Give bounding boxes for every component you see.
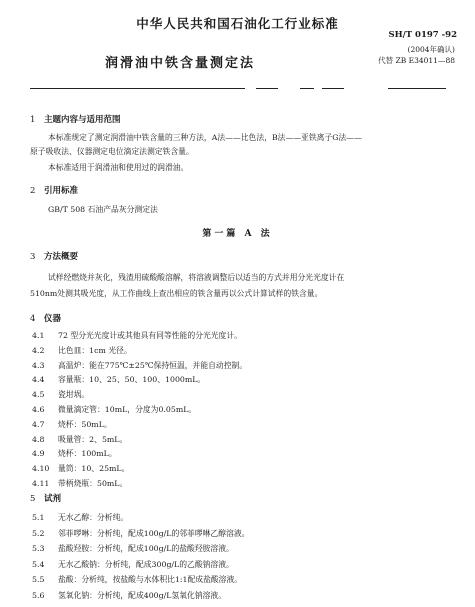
section-title: 试剂 bbox=[44, 494, 62, 504]
item-number: 5.1 bbox=[32, 513, 45, 522]
item-text: 烧杯：50mL。 bbox=[58, 419, 112, 429]
section-heading bbox=[30, 184, 78, 196]
list-item bbox=[32, 574, 242, 585]
section-number: 4 bbox=[30, 314, 36, 324]
replaced-standard: 代替 ZB E34011—88 bbox=[378, 56, 455, 65]
paragraph: 本标准适用于润滑油和使用过的润滑油。 bbox=[48, 163, 189, 172]
item-number: 5.5 bbox=[32, 575, 45, 584]
section-heading bbox=[30, 492, 61, 504]
section-heading bbox=[30, 113, 121, 125]
section-title: 方法概要 bbox=[44, 252, 79, 262]
item-text: 瓷坩埚。 bbox=[58, 390, 90, 400]
item-number: 4.9 bbox=[32, 449, 45, 459]
item-number: 4.7 bbox=[32, 419, 45, 429]
item-text: 容量瓶：10、25、50、100、1000mL。 bbox=[58, 375, 206, 385]
header-rule bbox=[30, 88, 245, 89]
list-item bbox=[32, 404, 196, 415]
organization-title: 中华人民共和国石油化工行业标准 bbox=[136, 16, 339, 31]
item-number: 5.3 bbox=[32, 544, 45, 553]
section-title: 仪器 bbox=[44, 314, 62, 324]
reference-item: GB/T 508 石油产品灰分测定法 bbox=[48, 205, 158, 214]
header-rule bbox=[256, 88, 278, 89]
section-title: 主题内容与适用范围 bbox=[44, 115, 121, 125]
header-rule bbox=[388, 88, 446, 89]
item-text: 比色皿：1cm 光径。 bbox=[58, 345, 132, 355]
list-item bbox=[32, 528, 249, 539]
part-heading: 第一篇 A 法 bbox=[202, 229, 273, 239]
section-number: 2 bbox=[30, 186, 36, 196]
list-item bbox=[32, 434, 127, 445]
item-text: 带柄烧瓶：50mL。 bbox=[58, 479, 128, 488]
list-item bbox=[32, 512, 128, 523]
confirmation-year: (2004年确认) bbox=[407, 45, 455, 54]
standard-code: SH/T 0197 -92 bbox=[388, 30, 457, 40]
item-number: 4.4 bbox=[32, 375, 45, 385]
item-text: 高温炉：能在775℃±25℃保持恒温，并能自动控制。 bbox=[58, 360, 248, 370]
item-text: 氢氧化钠：分析纯，配成400g/L氢氧化钠溶液。 bbox=[58, 590, 227, 600]
paragraph: 510nm处测其吸光度，从工作曲线上查出相应的铁含量再以公式计算试样的铁含量。 bbox=[30, 289, 323, 298]
item-text: 72 型分光光度计或其他具有同等性能的分光光度计。 bbox=[58, 331, 242, 340]
list-item bbox=[32, 360, 247, 371]
section-heading bbox=[30, 250, 78, 262]
item-number: 4.11 bbox=[32, 479, 50, 488]
item-text: 盐酸：分析纯，按盐酸与水体积比1:1配成盐酸溶液。 bbox=[58, 575, 243, 584]
list-item bbox=[32, 448, 117, 459]
section-number: 1 bbox=[30, 115, 36, 125]
item-number: 5.2 bbox=[32, 528, 45, 538]
item-text: 无水乙醇：分析纯。 bbox=[58, 513, 129, 522]
header-rule bbox=[322, 88, 344, 89]
paragraph: 本标准规定了测定润滑油中铁含量的三种方法，A法——比色法，B法——亚铁离子G法—— bbox=[48, 133, 362, 142]
section-number: 5 bbox=[30, 494, 36, 504]
item-text: 烧杯：100mL。 bbox=[58, 449, 117, 459]
item-number: 5.6 bbox=[32, 590, 45, 600]
item-number: 4.10 bbox=[32, 464, 50, 474]
item-text: 微量滴定管：10mL，分度为0.05mL。 bbox=[58, 405, 197, 414]
paragraph: 原子吸收法、仪器测定电位滴定法测定铁含量。 bbox=[30, 147, 194, 156]
item-number: 4.1 bbox=[32, 331, 45, 340]
item-text: 盐酸羟胺：分析纯，配成100g/L的盐酸羟胺溶液。 bbox=[58, 544, 234, 553]
list-item bbox=[32, 543, 234, 554]
list-item bbox=[32, 345, 132, 356]
header-rule bbox=[300, 88, 314, 89]
item-text: 量筒：10、25mL。 bbox=[58, 464, 130, 474]
item-text: 邻菲啰啉：分析纯，配成100g/L的邻菲啰啉乙醇溶液。 bbox=[58, 528, 250, 538]
item-number: 4.8 bbox=[32, 434, 45, 444]
list-item bbox=[32, 559, 234, 570]
list-item bbox=[32, 590, 226, 601]
item-number: 4.2 bbox=[32, 345, 45, 355]
item-number: 4.5 bbox=[32, 390, 45, 400]
item-number: 4.3 bbox=[32, 360, 45, 370]
item-text: 吸量管：2、5mL。 bbox=[58, 434, 128, 444]
item-text: 无水乙酸钠：分析纯，配成300g/L的乙酸钠溶液。 bbox=[58, 559, 234, 569]
list-item bbox=[32, 389, 89, 400]
list-item bbox=[32, 419, 112, 430]
list-item bbox=[32, 478, 127, 489]
paragraph: 试样经燃烧并灰化，残渣用硫酸酸溶解，将溶液调整后以适当的方式并用分光光度计在 bbox=[48, 273, 345, 282]
item-number: 4.6 bbox=[32, 405, 45, 414]
list-item bbox=[32, 330, 242, 341]
section-title: 引用标准 bbox=[44, 186, 79, 196]
list-item bbox=[32, 374, 205, 385]
section-heading bbox=[30, 312, 61, 324]
section-number: 3 bbox=[30, 252, 36, 262]
list-item bbox=[32, 463, 129, 474]
item-number: 5.4 bbox=[32, 559, 45, 569]
document-title: 润滑油中铁含量测定法 bbox=[104, 56, 255, 71]
